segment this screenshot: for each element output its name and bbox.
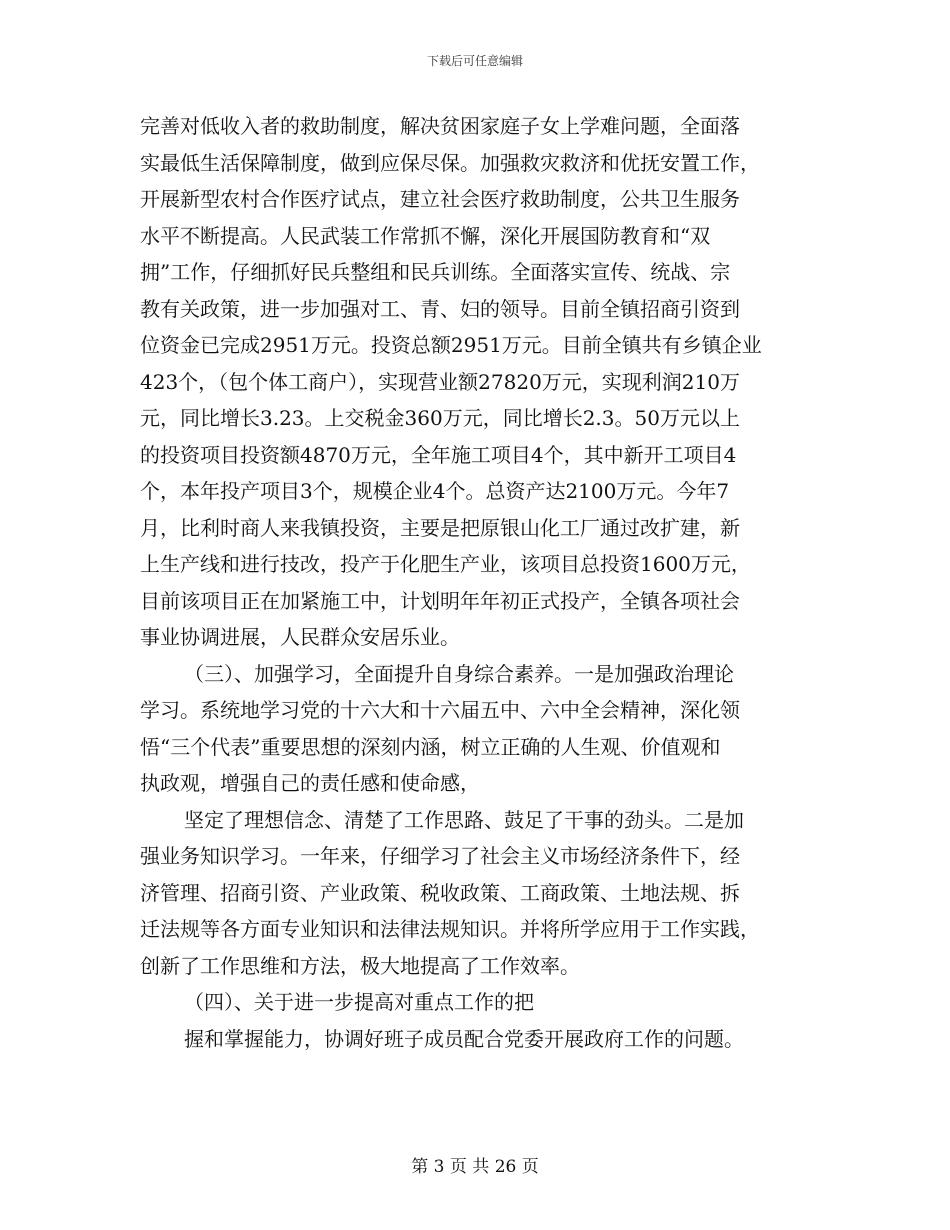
text-line: 济管理、招商引资、产业政策、税收政策、工商政策、土地法规、拆 — [140, 880, 740, 905]
text-line: 个，本年投产项目3个，规模企业4个。总资产达2100万元。今年7 — [140, 479, 730, 503]
text-line: 创新了工作思维和方法，极大地提高了工作效率。 — [140, 953, 580, 978]
text-line: 学习。系统地学习党的十六大和十六届五中、六中全会精神，深化领 — [140, 698, 740, 722]
text-line: 目前该项目正在加紧施工中，计划明年年初正式投产，全镇各项社会 — [140, 588, 740, 613]
paragraph-start-line: 握和掌握能力，协调好班子成员配合党委开展政府工作的问题。 — [184, 1026, 744, 1051]
text-line: 开展新型农村合作医疗试点，建立社会医疗救助制度，公共卫生服务 — [140, 187, 740, 211]
text-line: 拥”工作，仔细抓好民兵整组和民兵训练。全面落实宣传、统战、宗 — [140, 260, 731, 284]
paragraph-start-line: （三）、加强学习，全面提升自身综合素养。一是加强政治理论 — [184, 661, 734, 686]
body-text — [140, 108, 830, 1057]
text-line: 执政观，增强自己的责任感和使命感， — [140, 771, 480, 795]
text-line: 实最低生活保障制度，做到应保尽保。加强救灾救济和优抚安置工作， — [140, 150, 760, 175]
page-footer: 第 3 页 共 26 页 — [411, 1157, 539, 1177]
text-line: 上生产线和进行技改，投产于化肥生产业，该项目总投资1600万元， — [140, 552, 751, 576]
page-header: 下载后可任意编辑 — [426, 54, 523, 68]
text-line: 迁法规等各方面专业知识和法律法规知识。并将所学应用于工作实践， — [140, 917, 760, 941]
text-line: 元，同比增长3.23。上交税金360万元，同比增长2.3。50万元以上 — [140, 406, 740, 430]
text-line: 教有关政策，进一步加强对工、青、妇的领导。目前全镇招商引资到 — [140, 296, 740, 321]
text-line: 悟“三个代表”重要思想的深刻内涵，树立正确的人生观、价值观和 — [140, 734, 721, 759]
text-line: 完善对低收入者的救助制度，解决贫困家庭子女上学难问题，全面落 — [140, 114, 740, 138]
paragraph-start-line: （四）、关于进一步提高对重点工作的把 — [184, 990, 534, 1014]
text-line: 事业协调进展，人民群众安居乐业。 — [140, 625, 460, 649]
text-line: 月，比利时商人来我镇投资，主要是把原银山化工厂通过改扩建，新 — [140, 515, 740, 540]
text-line: 位资金已完成2951万元。投资总额2951万元。目前全镇共有乡镇企业 — [140, 333, 762, 357]
text-line: 的投资项目投资额4870万元，全年施工项目4个，其中新开工项目4 — [140, 442, 737, 467]
text-line: 水平不断提高。人民武装工作常抓不懈，深化开展国防教育和“双 — [140, 223, 711, 248]
text-line: 强业务知识学习。一年来，仔细学习了社会主义市场经济条件下，经 — [140, 844, 740, 868]
text-line: 423个，（包个体工商户），实现营业额27820万元，实现利润210万 — [140, 369, 740, 394]
paragraph-start-line: 坚定了理想信念、清楚了工作思路、鼓足了干事的劲头。二是加 — [184, 807, 744, 832]
